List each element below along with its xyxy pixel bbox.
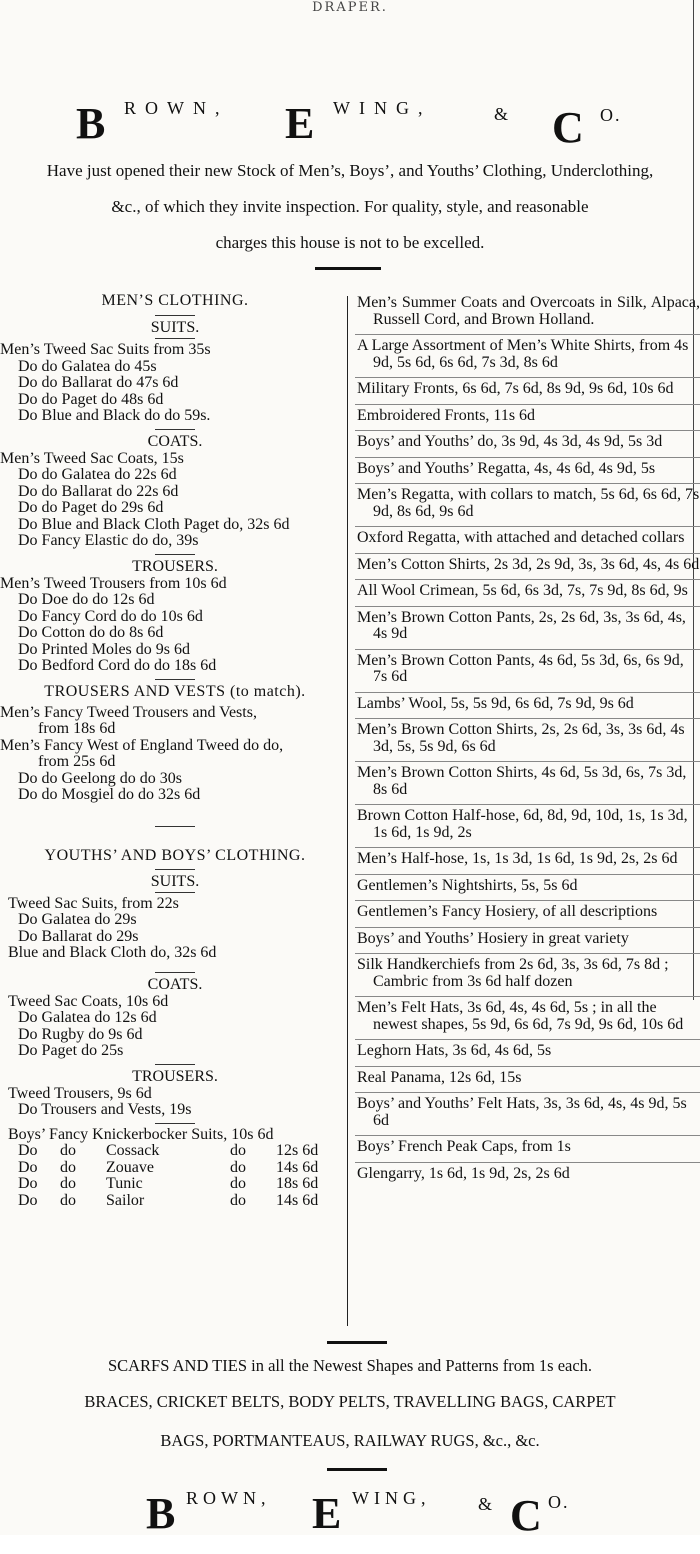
list-item: Men’s Brown Cotton Pants, 4s 6d, 5s 3d, 6s, 6s 9d, 7s 6d [355,649,700,686]
list-item: Brown Cotton Half-hose, 6d, 8d, 9d, 10d, 1s, 1s 3d, 1s 6d, 1s 9d, 2s [355,804,700,841]
mens-clothing-title: MEN’S CLOTHING. [101,292,249,309]
list-item: Men’s Summer Coats and Overcoats in Silk, Alpaca, Russell Cord, and Brown Holland. [357,294,700,328]
price-row: Do Galatea do 12s 6d [18,1009,157,1026]
price-row: Tweed Sac Suits, from 22s [8,894,179,912]
short-rule [155,1064,195,1065]
list-item: Men’s Regatta, with collars to match, 5s 6d, 6s 6d, 7s 9d, 8s 6d, 9s 6d [355,483,700,520]
list-item: Silk Handkerchiefs from 2s 6d, 3s, 3s 6d, 7s 8d ; Cambric from 3s 6d half dozen [355,953,700,990]
list-item: Boys’ and Youths’ do, 3s 9d, 4s 3d, 4s 9d, 5s 3d [355,430,700,451]
bottom-line: SCARFS AND TIES in all the Newest Shapes and Patterns from 1s each. [107,1356,593,1375]
table-row [18,1193,324,1210]
list-item: Gentlemen’s Fancy Hosiery, of all descriptions [355,900,700,921]
list-item: Leghorn Hats, 3s 6d, 4s 6d, 5s [355,1039,700,1060]
list-item: Oxford Regatta, with attached and detached collars [355,526,700,547]
list-item: Men’s Cotton Shirts, 2s 3d, 2s 9d, 3s, 3s 6d, 4s, 4s 6d [355,553,700,574]
table-cell: do [60,1142,76,1159]
price-row: Men’s Fancy Tweed Trousers and Vests, [0,703,257,721]
price-row: Men’s Tweed Sac Suits from 35s [0,341,211,358]
table-cell: Zouave [106,1158,154,1176]
price-row: Do Rugby do 9s 6d [18,1025,143,1043]
price-row: Men’s Fancy West of England Tweed do do, [0,736,284,754]
table-row [18,1176,324,1193]
list-item: Men’s Brown Cotton Shirts, 4s 6d, 5s 3d, 6s, 7s 3d, 8s 6d [355,761,700,798]
left-column [0,292,350,1209]
separator-rule [327,1468,387,1471]
list-item: Military Fronts, 6s 6d, 7s 6d, 8s 9d, 9s 6d, 10s 6d [355,377,700,398]
price-row: Men’s Tweed Sac Coats, 15s [0,449,184,467]
list-item: Boys’ and Youths’ Hosiery in great variety [355,927,700,948]
mens-suits-title: SUITS. [150,319,200,336]
list-item: Men’s Brown Cotton Pants, 2s, 2s 6d, 3s, 3s 6d, 4s, 4s 9d [355,606,700,643]
list-item: Men’s Half-hose, 1s, 1s 3d, 1s 6d, 1s 9d, 2s, 2s 6d [355,847,700,868]
short-rule [155,869,195,870]
table-cell: do [230,1142,246,1159]
short-rule [155,315,195,316]
price-row: Boys’ Fancy Knickerbocker Suits, 10s 6d [8,1125,274,1143]
price-row: Do Bedford Cord do do 18s 6d [18,657,217,674]
firm-b-rest: ROWN, [186,1488,271,1508]
table-cell: 14s 6d [276,1191,319,1209]
table-cell: do [60,1191,76,1209]
table-cell: 14s 6d [276,1158,319,1176]
mens-trousers-title: TROUSERS. [132,557,218,575]
bottom-line: BRACES, CRICKET BELTS, BODY PELTS, TRAVELLING BAGS, CARPET [84,1392,616,1411]
table-cell: Do [18,1175,38,1192]
mens-coats-title: COATS. [147,432,203,450]
firm-c-rest: O. [600,105,622,125]
price-row: Do Doe do do 12s 6d [18,591,155,608]
table-cell: Do [18,1191,38,1209]
price-row: Do do Ballarat do 22s 6d [18,482,179,500]
price-row: Do do Geelong do do 30s [18,769,182,787]
price-row: Do Trousers and Vests, 19s [18,1101,192,1118]
youths-coats-title: COATS. [147,975,203,993]
intro-line: Have just opened their new Stock of Men’s, Boys’, and Youths’ Clothing, Underclothing, [46,161,654,180]
short-rule [155,972,195,973]
list-item: Lambs’ Wool, 5s, 5s 9d, 6s 6d, 7s 9d, 9s 6d [355,692,700,713]
price-row: Do Ballarat do 29s [18,927,139,945]
youths-trousers-title: TROUSERS. [132,1067,218,1085]
knickerbocker-table [18,1143,324,1209]
price-row: Blue and Black Cloth do, 32s 6d [8,944,217,961]
short-rule [155,826,195,827]
firm-e-initial: E [312,1489,342,1538]
list-item: Men’s Felt Hats, 3s 6d, 4s, 4s 6d, 5s ; in all the newest shapes, 5s 9d, 6s 6d, 7s 9d, 9s 6d, 10s 6d [355,996,700,1033]
short-rule [155,1123,195,1124]
list-item: Embroidered Fronts, 11s 6d [355,404,700,425]
price-row: from 25s 6d [38,753,116,770]
firm-e-initial: E [285,99,315,148]
list-item: All Wool Crimean, 5s 6d, 6s 3d, 7s, 7s 9d, 8s 6d, 9s [355,579,700,600]
firm-b-rest: ROWN, [124,98,229,118]
youths-clothing-title: YOUTHS’ AND BOYS’ CLOTHING. [44,846,306,864]
intro-line: charges this house is not to be excelled. [215,233,485,252]
firm-name-top [0,92,700,162]
list-item: Boys’ and Youths’ Felt Hats, 3s, 3s 6d, 4s, 4s 9d, 5s 6d [355,1092,700,1129]
list-item: Glengarry, 1s 6d, 1s 9d, 2s, 2s 6d [355,1162,700,1183]
table-cell: Tunic [106,1175,143,1192]
list-item: Boys’ French Peak Caps, from 1s [355,1135,700,1156]
price-row: Do Blue and Black Cloth Paget do, 32s 6d [18,515,290,533]
table-cell: 18s 6d [276,1175,319,1192]
firm-e-rest: WING, [333,98,432,118]
firm-name-bottom [0,1484,700,1554]
price-row: Do do Paget do 48s 6d [18,390,164,408]
firm-b-initial: B [76,99,106,148]
table-cell: Sailor [106,1191,145,1209]
short-rule [155,554,195,555]
table-row [18,1160,324,1177]
youths-suits-title: SUITS. [150,872,200,890]
trousers-vests-title: TROUSERS AND VESTS (to match). [44,682,306,700]
firm-c-initial: C [510,1491,542,1540]
short-rule [155,892,195,893]
table-row [18,1143,324,1160]
price-row: Do Paget do 25s [18,1042,124,1059]
table-cell: do [230,1175,246,1192]
table-cell: do [60,1175,76,1192]
separator-rule [315,267,381,270]
firm-ampersand: & [478,1494,493,1514]
price-row: Do Galatea do 29s [18,911,137,928]
firm-c-rest: O. [548,1492,570,1512]
firm-e-rest: WING, [352,1488,431,1508]
table-cell: do [230,1158,246,1176]
bottom-line: BAGS, PORTMANTEAUS, RAILWAY RUGS, &c., &c. [160,1431,540,1450]
list-item: Boys’ and Youths’ Regatta, 4s, 4s 6d, 4s 9d, 5s [355,457,700,478]
price-row: Do do Paget do 29s 6d [18,499,164,516]
firm-c-initial: C [552,103,584,152]
firm-b-initial: B [146,1489,176,1538]
list-item: Real Panama, 12s 6d, 15s [355,1066,700,1087]
price-row: Do do Galatea do 22s 6d [18,466,177,483]
column-divider [347,296,348,1326]
price-row: Do do Ballarat do 47s 6d [18,374,179,391]
price-row: Do Fancy Elastic do do, 39s [18,532,199,549]
price-row: Do do Mosgiel do do 32s 6d [18,786,201,803]
separator-rule [327,1341,387,1344]
price-row: Do Fancy Cord do do 10s 6d [18,607,203,625]
price-row: Do Cotton do do 8s 6d [18,624,164,641]
page-header: DRAPER. [312,0,388,15]
intro-text [0,153,700,261]
price-row: Do Blue and Black do do 59s. [18,407,211,424]
short-rule [155,338,195,339]
right-column [355,292,700,1188]
short-rule [155,679,195,680]
price-row: Tweed Trousers, 9s 6d [8,1084,152,1102]
firm-ampersand: & [494,104,509,124]
short-rule [155,429,195,430]
table-cell: 12s 6d [276,1142,319,1159]
table-cell: Do [18,1158,38,1176]
table-cell: Cossack [106,1142,160,1159]
table-cell: do [60,1158,76,1176]
price-row: Men’s Tweed Trousers from 10s 6d [0,574,227,592]
price-row: from 18s 6d [38,720,116,737]
price-row: Do do Galatea do 45s [18,357,157,375]
list-item: Men’s Brown Cotton Shirts, 2s, 2s 6d, 3s, 3s 6d, 4s 3d, 5s, 5s 9d, 6s 6d [355,718,700,755]
price-row: Do Printed Moles do 9s 6d [18,640,190,658]
table-cell: Do [18,1142,38,1159]
list-item: Gentlemen’s Nightshirts, 5s, 5s 6d [355,874,700,895]
intro-line: &c., of which they invite inspection. For quality, style, and reasonable [111,197,589,216]
list-item: A Large Assortment of Men’s White Shirts, from 4s 9d, 5s 6d, 6s 6d, 7s 3d, 8s 6d [355,334,700,371]
table-cell: do [230,1191,246,1209]
price-row: Tweed Sac Coats, 10s 6d [8,992,169,1010]
